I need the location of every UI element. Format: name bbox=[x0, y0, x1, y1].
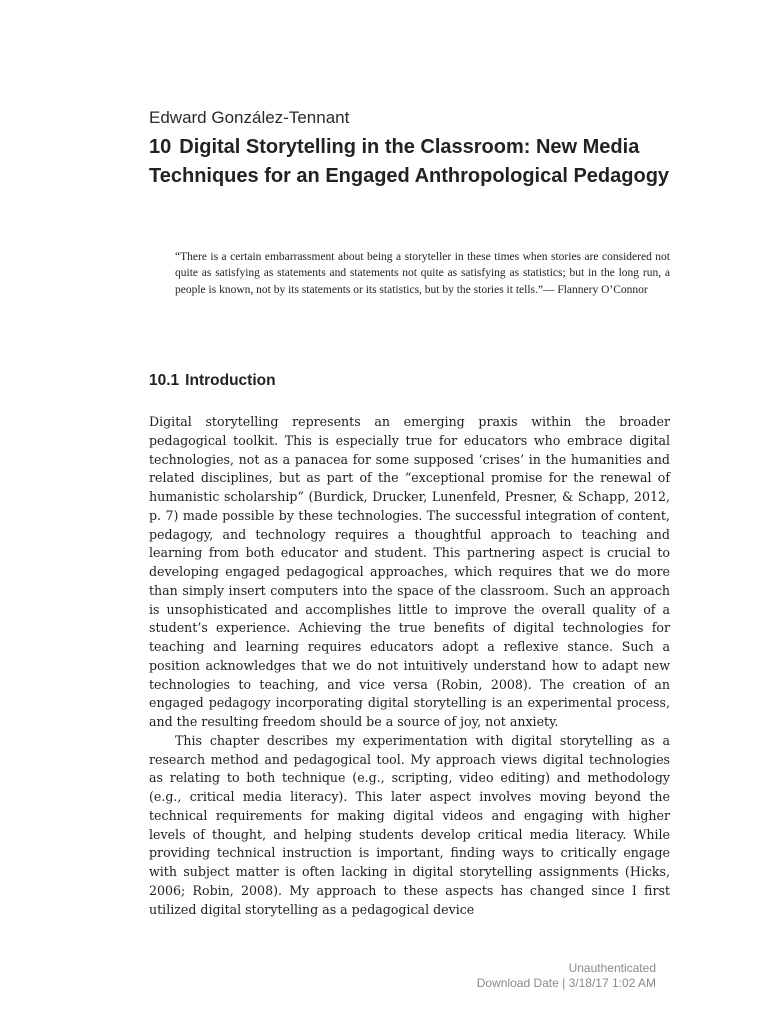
download-footer bbox=[477, 961, 656, 991]
body-paragraph: Digital storytelling represents an emerging praxis within the broader pedagogical toolkit. This is especially true for educators who embrace digital technologies, not as a panacea for some supposed ‘crises’ in the humanities and related disciplines, but as part of the “exceptional promise for the renewal of humanistic scholarship” (Burdick, Drucker, Lunenfeld, Presner, & Schapp, 2012, p. 7) made possible by these technologies. The successful integration of content, pedagogy, and technology requires a thoughtful approach to teaching and learning from both educator and student. This partnering aspect is crucial to developing engaged pedagogical approaches, which requires that we do more than simply insert computers into the space of the classroom. Such an approach is unsophisticated and accomplishes little to improve the overall quality of a student’s experience. Achieving the true benefits of digital technologies for teaching and learning requires educators adopt a reflexive stance. Such a position acknowledges that we do not intuitively understand how to adapt new technologies to teaching, and vice versa (Robin, 2008). The creation of an engaged pedagogy incorporating digital storytelling is an experimental process, and the resulting freedom should be a source of joy, not anxiety. bbox=[149, 414, 670, 729]
section-title: Introduction bbox=[185, 372, 276, 389]
chapter-author: Edward González-Tennant bbox=[149, 108, 350, 127]
section-number: 10.1 bbox=[149, 372, 180, 389]
footer-auth-status: Unauthenticated bbox=[568, 961, 656, 975]
chapter-number: 10 bbox=[149, 136, 172, 158]
body-text bbox=[149, 413, 670, 919]
footer-download-date: Download Date | 3/18/17 1:02 AM bbox=[476, 976, 656, 990]
chapter-title-text: Digital Storytelling in the Classroom: New Media Techniques for an Engaged Anthropological Pedagogy bbox=[149, 136, 670, 187]
body-paragraph: This chapter describes my experimentation with digital storytelling as a research method and pedagogical tool. My approach views digital technologies as relating to both technique (e.g., scripting, video editing) and methodology (e.g., critical media literacy). This later aspect involves moving beyond the technical requirements for making digital videos and engaging with higher levels of thought, and helping students develop critical media literacy. While providing technical instruction is important, finding ways to critically engage with subject matter is often lacking in digital storytelling assignments (Hicks, 2006; Robin, 2008). My approach to these aspects has changed since I first utilized digital storytelling as a pedagogical device bbox=[149, 732, 670, 917]
epigraph-quote: “There is a certain embarrassment about being a storyteller in these times when stories are considered not quite as satisfying as statements and statements not quite as satisfying as statistics; but in the long run, a people is known, not by its statements or its statistics, but by the stories it tells.”— Flannery O’Connor bbox=[175, 251, 670, 296]
section-heading bbox=[149, 372, 276, 390]
chapter-title bbox=[149, 133, 689, 191]
